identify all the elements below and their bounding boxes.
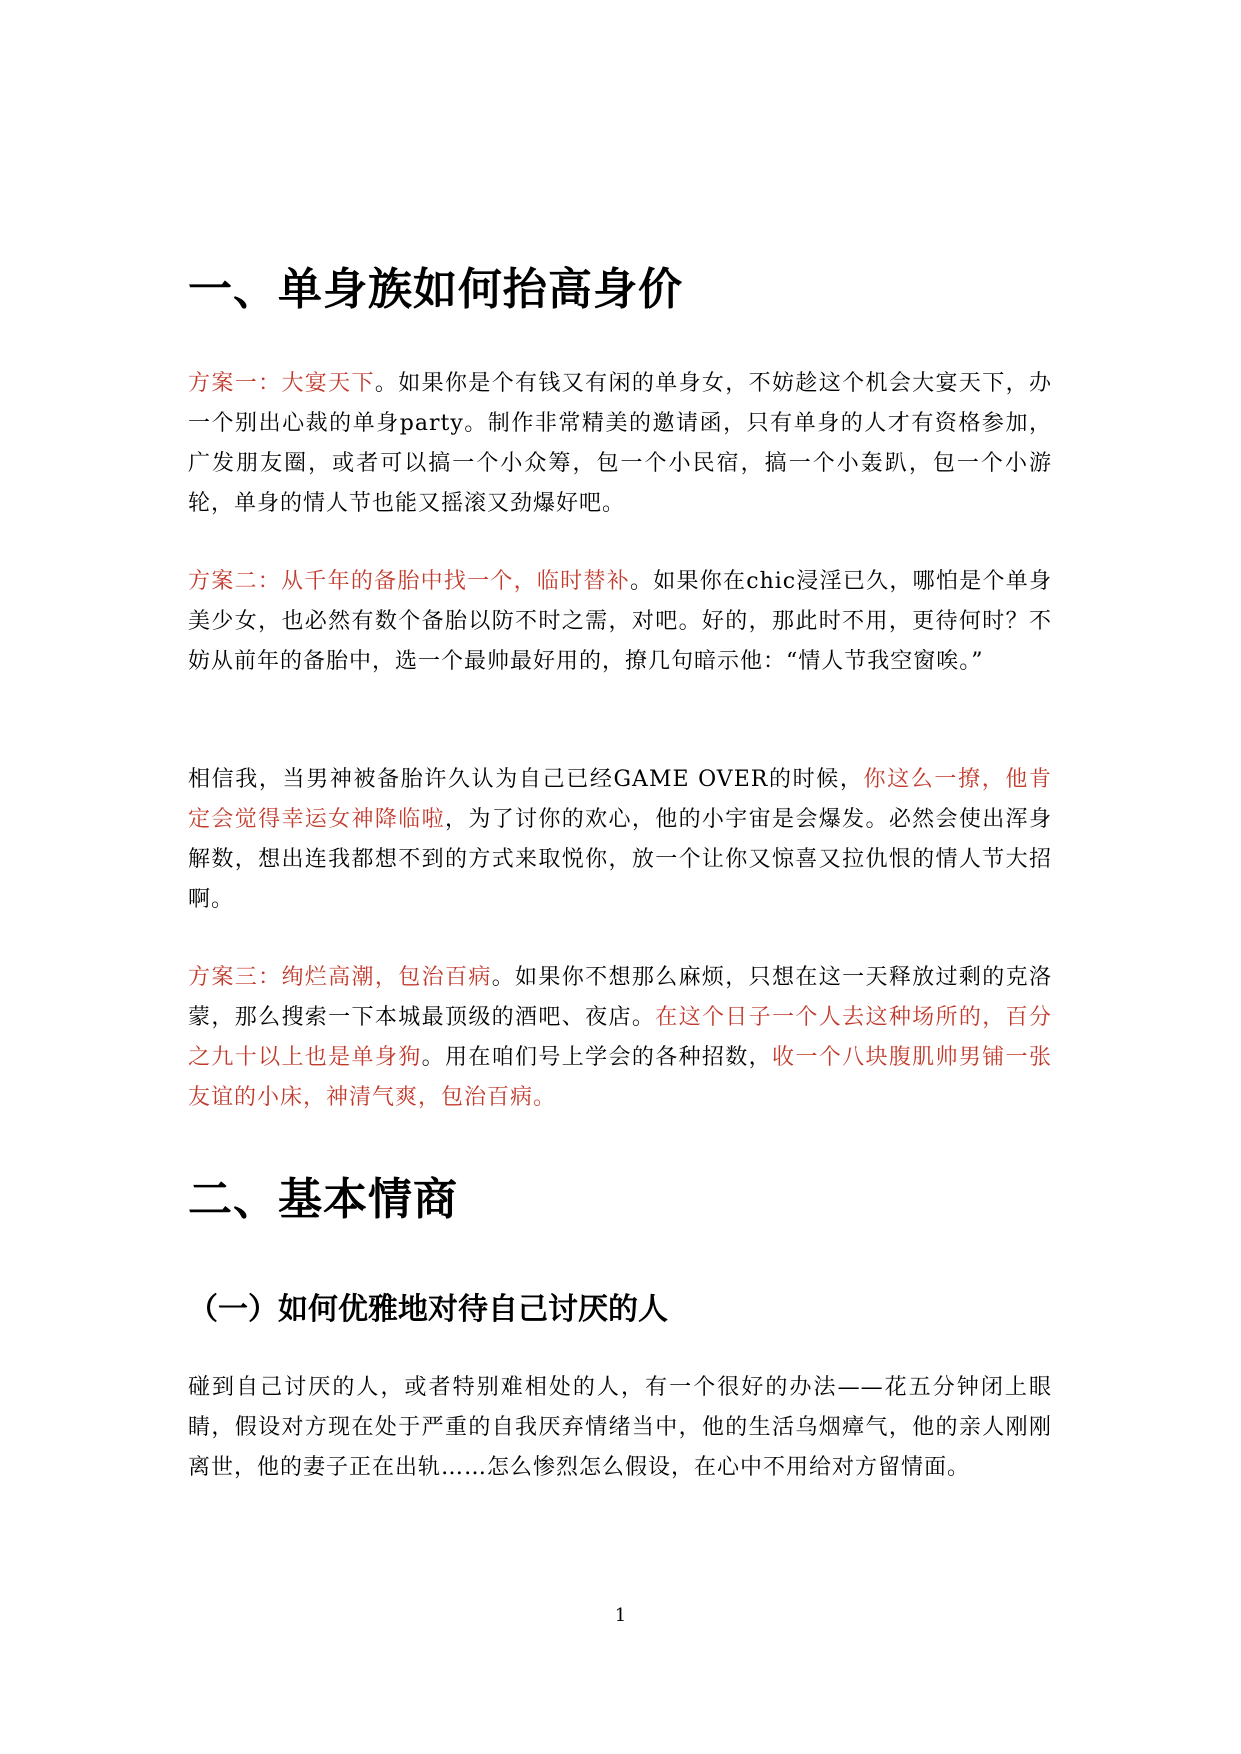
plan-one-body: 。如果你是个有钱又有闲的单身女，不妨趁这个机会大宴天下，办一个别出心裁的单身party。制作非常精美的邀请函，只有单身的人才有资格参加，广发朋友圈，或者可以搞一个小众筹，包一个小民宿，搞一个小轰趴，包一个小游轮，单身的情人节也能又摇滚又劲爆好吧。 (188, 371, 1052, 516)
plan-three-text-1: 。如果你不想那么麻烦，只想在这一天释放过剩的克洛蒙，那么搜索一下本城最顶级的酒吧、夜店。 (188, 965, 1052, 1030)
subsection-1-heading: （一）如何优雅地对待自己讨厌的人 (188, 1292, 668, 1327)
dealing-with-disliked-people-paragraph: 碰到自己讨厌的人，或者特别难相处的人，有一个很好的办法——花五分钟闭上眼睛，假设对方现在处于严重的自我厌弃情绪当中，他的生活乌烟瘴气，他的亲人刚刚离世，他的妻子正在出轨……怎么惨烈怎么假设，在心中不用给对方留情面。 (188, 1375, 1052, 1480)
reassurance-paragraph (188, 760, 1052, 920)
plan-three-highlight-2: 收一个八块腹肌帅男铺一张友谊的小床，神清气爽，包治百病。 (188, 1045, 1052, 1110)
plan-three-lead: 方案三：绚烂高潮，包治百病 (188, 965, 492, 990)
plan-two-paragraph (188, 562, 1052, 682)
page-number: 1 (614, 1605, 627, 1626)
plan-three-paragraph (188, 958, 1052, 1118)
reassurance-text-after: ，为了讨你的欢心，他的小宇宙是会爆发。必然会使出浑身解数，想出连我都想不到的方式来取悦你，放一个让你又惊喜又拉仇恨的情人节大招啊。 (188, 807, 1052, 912)
reassurance-highlight: 你这么一撩，他肯定会觉得幸运女神降临啦 (188, 767, 1052, 832)
plan-one-paragraph (188, 364, 1052, 524)
section-2-heading: 二、基本情商 (188, 1174, 458, 1225)
plan-three-highlight-1: 在这个日子一个人去这种场所的，百分之九十以上也是单身狗 (188, 1005, 1052, 1070)
plan-two-body: 。如果你在chic浸淫已久，哪怕是个单身美少女，也必然有数个备胎以防不时之需，对吧。好的，那此时不用，更待何时？不妨从前年的备胎中，选一个最帅最好用的，撩几句暗示他：“情人节我空窗唉。” (188, 569, 1052, 674)
plan-two-lead: 方案二：从千年的备胎中找一个，临时替补 (188, 569, 630, 594)
section-1-heading: 一、单身族如何抬高身价 (188, 264, 683, 315)
reassurance-text-before: 相信我，当男神被备胎许久认为自己已经GAME OVER的时候， (188, 767, 864, 792)
plan-one-lead: 方案一：大宴天下 (188, 371, 375, 396)
plan-three-text-2: 。用在咱们号上学会的各种招数， (421, 1045, 773, 1070)
